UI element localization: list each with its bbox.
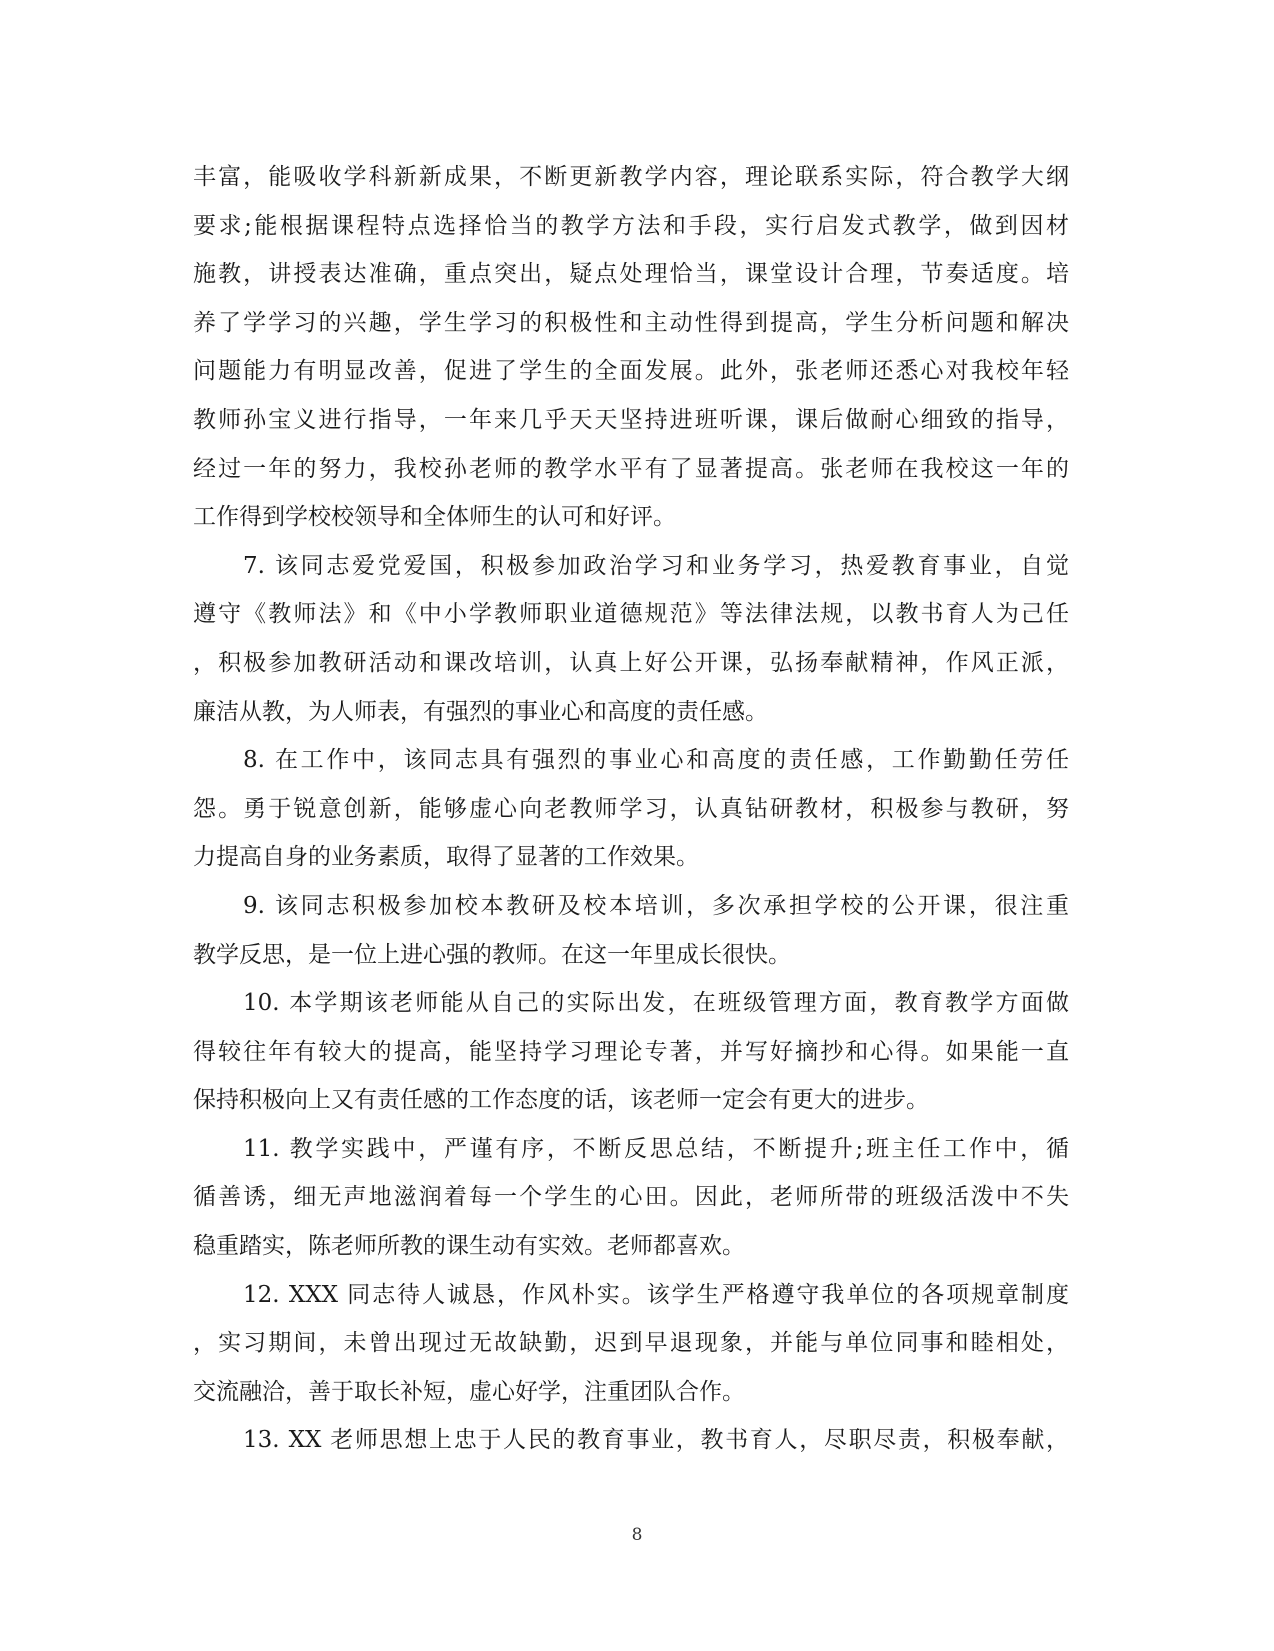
text-line: 力提高自身的业务素质，取得了显著的工作效果。 <box>193 844 699 871</box>
text-line: 保持积极向上又有责任感的工作态度的话，该老师一定会有更大的进步。 <box>193 1087 929 1114</box>
text-line: 遵守《教师法》和《中小学教师职业道德规范》等法律法规，以教书育人为己任 <box>193 601 1069 628</box>
text-line: 怨。勇于锐意创新，能够虚心向老教师学习，认真钻研教材，积极参与教研，努 <box>193 795 1069 822</box>
text-line: 交流融洽，善于取长补短，虚心好学，注重团队合作。 <box>193 1378 745 1405</box>
text-line: 12. XXX 同志待人诚恳，作风朴实。该学生严格遵守我单位的各项规章制度 <box>243 1281 1069 1308</box>
text-line: ，实习期间，未曾出现过无故缺勤，迟到早退现象，并能与单位同事和睦相处， <box>193 1330 1069 1357</box>
text-line: 11. 教学实践中，严谨有序，不断反思总结，不断提升;班主任工作中，循 <box>243 1135 1069 1162</box>
text-line: 13. XX 老师思想上忠于人民的教育事业，教书育人，尽职尽责，积极奉献， <box>243 1427 1069 1454</box>
text-line: 8. 在工作中，该同志具有强烈的事业心和高度的责任感，工作勤勤任劳任 <box>243 747 1069 774</box>
page-number: 8 <box>631 1525 643 1545</box>
text-line: 养了学学习的兴趣，学生学习的积极性和主动性得到提高，学生分析问题和解决 <box>193 309 1069 336</box>
text-line: 9. 该同志积极参加校本教研及校本培训，多次承担学校的公开课，很注重 <box>243 892 1069 919</box>
body-text <box>193 153 1069 1465</box>
text-line: 10. 本学期该老师能从自己的实际出发，在班级管理方面，教育教学方面做 <box>243 990 1069 1017</box>
text-line: 循善诱，细无声地滋润着每一个学生的心田。因此，老师所带的班级活泼中不失 <box>193 1184 1069 1211</box>
text-line: 教师孙宝义进行指导，一年来几乎天天坚持进班听课，课后做耐心细致的指导， <box>193 406 1069 433</box>
text-line: 经过一年的努力，我校孙老师的教学水平有了显著提高。张老师在我校这一年的 <box>193 455 1069 482</box>
text-line: 廉洁从教，为人师表，有强烈的事业心和高度的责任感。 <box>193 698 768 725</box>
text-line: 工作得到学校校领导和全体师生的认可和好评。 <box>193 504 676 531</box>
text-line: 丰富，能吸收学科新新成果，不断更新教学内容，理论联系实际，符合教学大纲 <box>193 164 1069 190</box>
text-line: 教学反思，是一位上进心强的教师。在这一年里成长很快。 <box>193 941 791 968</box>
text-line: 得较往年有较大的提高，能坚持学习理论专著，并写好摘抄和心得。如果能一直 <box>193 1038 1069 1065</box>
text-line: 要求;能根据课程特点选择恰当的教学方法和手段，实行启发式教学，做到因材 <box>193 212 1069 239</box>
text-line: 问题能力有明显改善，促进了学生的全面发展。此外，张老师还悉心对我校年轻 <box>193 358 1069 385</box>
text-line: 稳重踏实，陈老师所教的课生动有实效。老师都喜欢。 <box>193 1233 745 1260</box>
text-line: 施教，讲授表达准确，重点突出，疑点处理恰当，课堂设计合理，节奏适度。培 <box>193 261 1069 288</box>
text-line: 7. 该同志爱党爱国，积极参加政治学习和业务学习，热爱教育事业，自觉 <box>243 552 1069 579</box>
text-line: ，积极参加教研活动和课改培训，认真上好公开课，弘扬奉献精神，作风正派， <box>193 649 1069 676</box>
